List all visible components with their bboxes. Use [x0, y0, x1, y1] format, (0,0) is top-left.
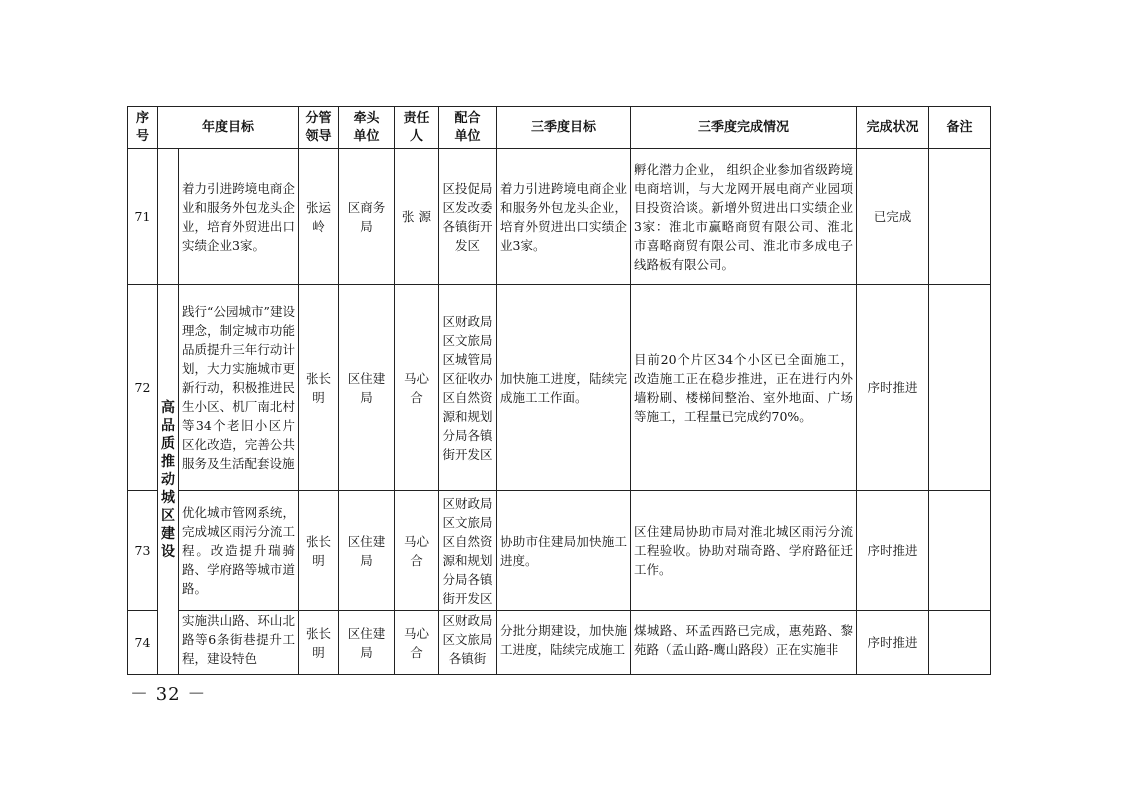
header-q3-goal: 三季度目标 [497, 107, 631, 149]
row-responsible: 马心合 [395, 611, 439, 675]
header-seq: 序号 [128, 107, 158, 149]
row-seq: 73 [128, 491, 158, 611]
row-status: 已完成 [857, 149, 929, 285]
header-row [128, 107, 991, 149]
row-lead-unit: 区住建局 [339, 285, 395, 491]
row-q3-progress: 目前20个片区34个小区已全面施工，改造施工正在稳步推进，正在进行内外墙粉刷、楼梯间整治、室外地面、广场等施工，工程量已完成约70%。 [631, 285, 857, 491]
row-remark [929, 149, 991, 285]
header-lead-unit: 牵头单位 [339, 107, 395, 149]
table-row-73 [128, 491, 991, 611]
header-q3-progress: 三季度完成情况 [631, 107, 857, 149]
row-q3-progress: 区住建局协助市局对淮北城区雨污分流工程验收。协助对瑞奇路、学府路征迁工作。 [631, 491, 857, 611]
row-remark [929, 285, 991, 491]
header-leader: 分管领导 [299, 107, 339, 149]
row-remark [929, 491, 991, 611]
row-q3-goal: 分批分期建设，加快施工进度，陆续完成施工 [497, 611, 631, 675]
row-leader: 张长明 [299, 611, 339, 675]
row-annual-goal: 践行“公园城市”建设理念，制定城市功能品质提升三年行动计划，大力实施城市更新行动，积极推进民生小区、机厂南北村等34个老旧小区片区化改造，完善公共服务及生活配套设施 [179, 285, 299, 491]
row-lead-unit: 区商务局 [339, 149, 395, 285]
row-responsible: 马心合 [395, 285, 439, 491]
header-responsible: 责任人 [395, 107, 439, 149]
header-coop-unit: 配合单位 [439, 107, 497, 149]
row-q3-goal: 协助市住建局加快施工进度。 [497, 491, 631, 611]
row-annual-goal: 优化城市管网系统，完成城区雨污分流工程。改造提升瑞骑路、学府路等城市道路。 [179, 491, 299, 611]
table-row-74 [128, 611, 991, 675]
row-seq: 72 [128, 285, 158, 491]
row-coop-unit: 区财政局区文旅局各镇街 [439, 611, 497, 675]
row-coop-unit: 区财政局区文旅局区城管局区征收办区自然资源和规划分局各镇街开发区 [439, 285, 497, 491]
row-responsible: 张 源 [395, 149, 439, 285]
row-coop-unit: 区投促局区发改委各镇街开发区 [439, 149, 497, 285]
row-leader: 张运岭 [299, 149, 339, 285]
row-seq: 71 [128, 149, 158, 285]
page-number: － 32 － [130, 684, 207, 705]
row-q3-goal: 加快施工进度，陆续完成施工工作面。 [497, 285, 631, 491]
row-seq: 74 [128, 611, 158, 675]
row-lead-unit: 区住建局 [339, 491, 395, 611]
category-label: 高品质推动城区建设 [158, 285, 179, 675]
row-q3-progress: 孵化潜力企业， 组织企业参加省级跨境电商培训，与大龙网开展电商产业园项目投资洽谈。新增外贸进出口实绩企业3家：淮北市赢略商贸有限公司、淮北市喜略商贸有限公司、淮北市多成电子线路板有限公司。 [631, 149, 857, 285]
header-annual-goal: 年度目标 [158, 107, 299, 149]
row-lead-unit: 区住建局 [339, 611, 395, 675]
row-status: 序时推进 [857, 611, 929, 675]
row-category-empty [158, 149, 179, 285]
row-annual-goal: 实施洪山路、环山北路等6条街巷提升工程，建设特色 [179, 611, 299, 675]
row-coop-unit: 区财政局区文旅局区自然资源和规划分局各镇街开发区 [439, 491, 497, 611]
row-status: 序时推进 [857, 491, 929, 611]
header-remark: 备注 [929, 107, 991, 149]
row-leader: 张长明 [299, 285, 339, 491]
row-remark [929, 611, 991, 675]
row-responsible: 马心合 [395, 491, 439, 611]
task-table [127, 106, 991, 675]
header-status: 完成状况 [857, 107, 929, 149]
table-row-71 [128, 149, 991, 285]
row-status: 序时推进 [857, 285, 929, 491]
row-q3-progress: 煤城路、环孟西路已完成，惠苑路、黎苑路（孟山路-鹰山路段）正在实施非 [631, 611, 857, 675]
row-leader: 张长明 [299, 491, 339, 611]
row-annual-goal: 着力引进跨境电商企业和服务外包龙头企业，培育外贸进出口实绩企业3家。 [179, 149, 299, 285]
table-row-72 [128, 285, 991, 491]
row-q3-goal: 着力引进跨境电商企业和服务外包龙头企业，培育外贸进出口实绩企业3家。 [497, 149, 631, 285]
